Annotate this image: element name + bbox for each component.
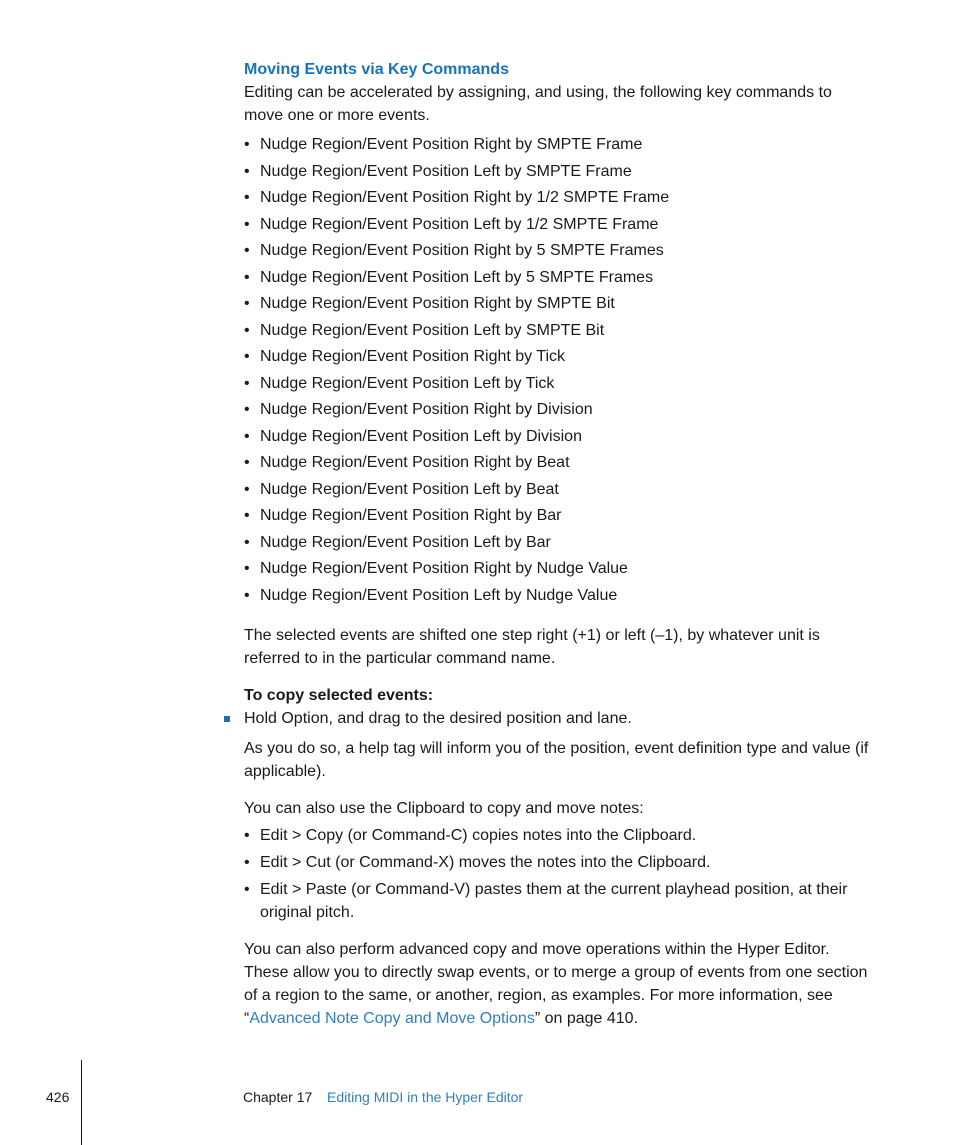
bullet-icon: • (244, 136, 250, 153)
bullet-icon: • (244, 401, 250, 418)
bullet-icon: • (244, 295, 250, 312)
list-item (244, 425, 874, 452)
copy-step-text: Hold Option, and drag to the desired position and lane. (244, 710, 632, 727)
list-item (244, 186, 874, 213)
list-item-text: Nudge Region/Event Position Left by Nudge Value (260, 586, 618, 604)
clipboard-list (244, 824, 874, 924)
list-item-text: Nudge Region/Event Position Right by Bar (260, 507, 562, 524)
list-item-text: Edit > Copy (or Command-C) copies notes into the Clipboard. (260, 827, 697, 844)
list-item (244, 851, 874, 874)
bullet-icon: • (244, 242, 250, 259)
list-item (244, 266, 874, 293)
bullet-icon: • (244, 480, 250, 498)
list-item-text: Nudge Region/Event Position Right by SMPTE Frame (260, 136, 643, 153)
list-item-text: Nudge Region/Event Position Right by 5 SMPTE Frames (260, 242, 664, 259)
bullet-icon: • (244, 162, 250, 180)
list-item-text: Nudge Region/Event Position Left by Division (260, 427, 582, 445)
bullet-icon: • (244, 427, 250, 445)
advanced-options-link[interactable]: Advanced Note Copy and Move Options (249, 1010, 535, 1027)
list-item (244, 345, 874, 372)
list-item (244, 133, 874, 160)
advanced-paragraph (244, 938, 874, 1030)
copy-heading: To copy selected events: (244, 687, 434, 704)
bullet-icon: • (244, 454, 250, 471)
list-item-text: Nudge Region/Event Position Right by Beat (260, 454, 570, 471)
list-item-text: Nudge Region/Event Position Left by Bar (260, 533, 551, 551)
list-item (244, 504, 874, 531)
list-item (244, 824, 874, 847)
list-item-text: Nudge Region/Event Position Left by 5 SMPTE Frames (260, 268, 654, 286)
bullet-icon: • (244, 268, 250, 286)
bullet-icon: • (244, 560, 250, 577)
list-item (244, 372, 874, 399)
bullet-icon: • (244, 586, 250, 604)
intro-paragraph: Editing can be accelerated by assigning, and using, the following key commands to move one or more events. (244, 84, 832, 124)
list-item-text: Nudge Region/Event Position Left by Tick (260, 374, 555, 392)
list-item (244, 531, 874, 558)
bullet-icon: • (244, 189, 250, 206)
list-item-text: Nudge Region/Event Position Right by Tick (260, 348, 566, 365)
clipboard-intro: You can also use the Clipboard to copy and move notes: (244, 800, 644, 817)
list-item-text: Nudge Region/Event Position Right by Division (260, 401, 593, 418)
bullet-icon: • (244, 507, 250, 524)
advanced-text-end: ” on page 410. (534, 1010, 639, 1027)
list-item-text: Nudge Region/Event Position Right by 1/2 SMPTE Frame (260, 189, 670, 206)
key-commands-list (244, 133, 874, 610)
bullet-icon: • (244, 348, 250, 365)
bullet-icon: • (244, 854, 250, 871)
page-number: 426 (46, 1089, 70, 1105)
list-item (244, 213, 874, 240)
bullet-icon: • (244, 374, 250, 392)
list-item-text: Edit > Paste (or Command-V) pastes them at the current playhead position, at their original pitch. (260, 881, 848, 921)
advanced-text-start: You can also perform advanced copy and move operations within the Hyper Editor. These allow you to directly swap events, or to merge a group of events from one section of a region to the same, or another, region, as examples. For more information, see “ (244, 941, 868, 1027)
chapter-label: Chapter 17 (243, 1089, 313, 1105)
list-item-text: Nudge Region/Event Position Left by 1/2 SMPTE Frame (260, 215, 659, 233)
list-item (244, 478, 874, 505)
bullet-icon: • (244, 321, 250, 339)
list-item (244, 557, 874, 584)
bullet-icon: • (244, 827, 250, 844)
list-item (244, 451, 874, 478)
list-item-text: Nudge Region/Event Position Left by SMPTE Bit (260, 321, 605, 339)
list-item (244, 398, 874, 425)
page-content (244, 58, 874, 1030)
bullet-icon: • (244, 881, 250, 898)
section-heading: Moving Events via Key Commands (244, 61, 509, 78)
list-item (244, 319, 874, 346)
list-item-text: Edit > Cut (or Command-X) moves the notes into the Clipboard. (260, 854, 711, 871)
list-item-text: Nudge Region/Event Position Left by SMPTE Frame (260, 162, 632, 180)
copy-step (244, 707, 874, 730)
shift-paragraph: The selected events are shifted one step right (+1) or left (–1), by whatever unit is referred to in the particular command name. (244, 627, 820, 667)
bullet-icon: • (244, 533, 250, 551)
chapter-title-link[interactable]: Editing MIDI in the Hyper Editor (327, 1089, 524, 1105)
list-item-text: Nudge Region/Event Position Right by SMPTE Bit (260, 295, 615, 312)
list-item (244, 584, 874, 611)
list-item (244, 292, 874, 319)
list-item-text: Nudge Region/Event Position Left by Beat (260, 480, 559, 498)
help-tag-paragraph: As you do so, a help tag will inform you of the position, event definition type and value (if applicable). (244, 740, 869, 780)
step-square-icon (224, 716, 230, 722)
list-item-text: Nudge Region/Event Position Right by Nudge Value (260, 560, 628, 577)
footer-rule (81, 1060, 82, 1145)
bullet-icon: • (244, 215, 250, 233)
list-item (244, 160, 874, 187)
list-item (244, 878, 874, 924)
list-item (244, 239, 874, 266)
